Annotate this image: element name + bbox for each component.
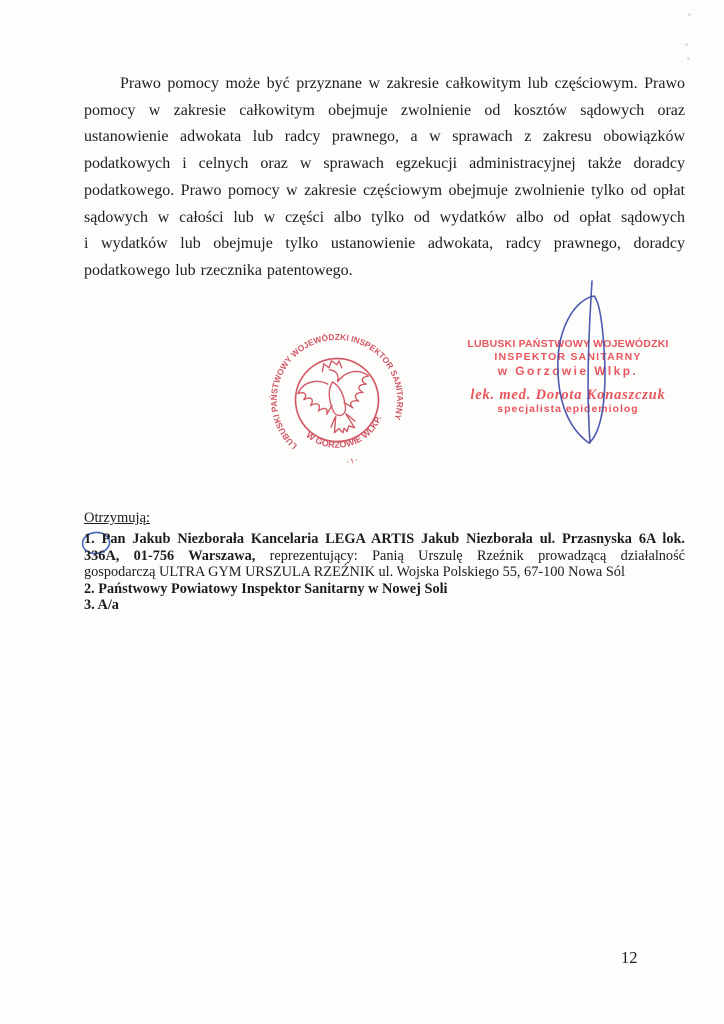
paragraph-line: sądowych w całości lub w części albo tylko od wydatków albo od opłat sądowych — [84, 208, 685, 226]
body-paragraph — [84, 71, 685, 285]
round-stamp — [253, 317, 421, 483]
recipients-section — [84, 531, 685, 614]
page-number: 12 — [621, 948, 638, 967]
stamp-institution-line: INSPEKTOR SANITARNY — [494, 351, 642, 363]
paragraph-line: Prawo pomocy może być przyznane w zakresie całkowitym lub częściowym. Prawo — [120, 75, 685, 92]
recipient-item-1-representative: reprezentujący: Panią Urszulę Rzeźnik prowadzącą działalność — [269, 547, 685, 564]
recipient-item-1-line-3: gospodarczą ULTRA GYM URSZULA RZEŹNIK ul. Wojska Polskiego 55, 67-100 Nowa Sól — [84, 564, 625, 581]
stamp-institution-line: LUBUSKI PAŃSTWOWY WOJEWÓDZKI — [467, 338, 669, 350]
paragraph-line: podatkowego. Prawo pomocy w zakresie częściowym obejmuje zwolnienie tylko od opłat — [84, 181, 685, 199]
paragraph-line: podatkowego lub rzecznika patentowego. — [84, 261, 353, 279]
recipient-item-2: 2. Państwowy Powiatowy Inspektor Sanitarny w Nowej Soli — [84, 580, 448, 597]
recipient-item-1-text: Pan Jakub Niezborała Kancelaria LEGA ARTIS Jakub Niezborała ul. Przasnyska 6A lok. — [101, 531, 686, 547]
scan-artifact — [688, 13, 691, 16]
scan-artifact — [687, 57, 690, 60]
recipient-item-1-address: 336A, 01-756 Warszawa, — [84, 547, 256, 564]
stamp-outer-arc-text: LUBUSKI PAŃSTWOWY WOJEWÓDZKI INSPEKTOR SANITARNY — [268, 331, 406, 452]
stamp-city-line: w Gorzowie Wlkp. — [497, 364, 639, 378]
stamp-bottom-arc-text: W GORZOWIE WLKP. — [304, 414, 384, 450]
recipient-item-1-line-2 — [84, 548, 685, 565]
recipient-item-1-line-1 — [84, 531, 685, 548]
recipient-item-1-number: 1. — [84, 531, 95, 547]
inspector-text-stamp — [461, 338, 675, 415]
paragraph-line: i wydatków lub obejmuje tylko ustanowienie adwokata, radcy prawnego, doradcy — [84, 235, 685, 253]
stamp-signer-title: specjalista epidemiolog — [497, 403, 639, 415]
recipients-heading: Otrzymują: — [84, 510, 151, 526]
paragraph-line: pomocy w zakresie całkowitym obejmuje zwolnienie od kosztów sądowych oraz — [84, 101, 685, 119]
stamp-signer-name: lek. med. Dorota Konaszczuk — [470, 387, 666, 403]
scan-artifact — [685, 43, 688, 46]
recipient-item-3: 3. A/a — [84, 597, 119, 614]
paragraph-line: podatkowych i celnych oraz w sprawach egzekucji administracyjnej także doradcy — [84, 155, 685, 173]
paragraph-line: ustanowienie adwokata lub radcy prawnego, a w sprawach z zakresu obowiązków — [84, 128, 685, 146]
stamp-separator-marks: · ! · — [345, 455, 359, 467]
